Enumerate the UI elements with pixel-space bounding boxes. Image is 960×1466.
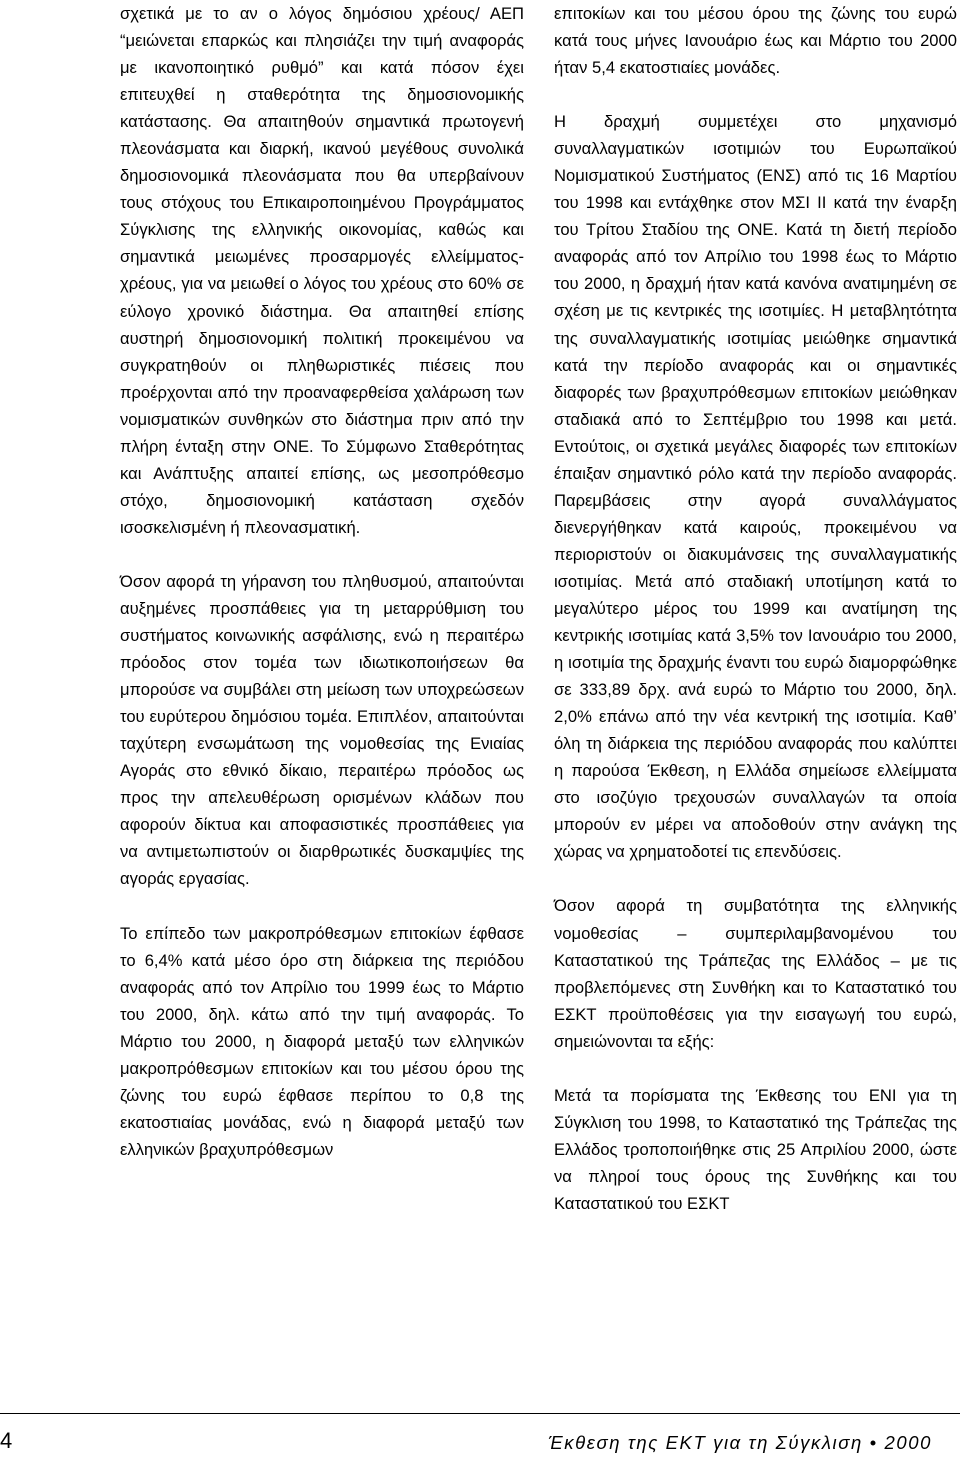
page-number: 4 [0, 1428, 13, 1453]
paragraph-central-bank-statute: Μετά τα πορίσματα της Έκθεσης του ΕΝΙ για τη Σύγκλιση του 1998, το Καταστατικό της Τράπεζας της Ελλάδος τροποποιήθηκε στις 25 Απριλίου 2000, ώστε να πληροί τους όρους της Συνθήκης και του Καταστατικού του ΕΣΚΤ [554, 1085, 957, 1213]
left-column [120, 0, 524, 1163]
paragraph-exchange-rate-mechanism: Η δραχμή συμμετέχει στο μηχανισμό συναλλαγματικών ισοτιμιών του Ευρωπαϊκού Νομισματικού Συστήματος (ΕΝΣ) από τις 16 Μαρτίου του 1998 και εντάχθηκε στον ΜΣΙ ΙΙ κατά την έναρξη του Τρίτου Σταδίου της ΟΝΕ. Κατά τη διετή περίοδο αναφοράς από τον Απρίλιο του 1998 έως το Μάρτιο του 2000, η δραχμή ήταν κατά κανόνα ανατιμημένη σε σχέση με τις κεντρικές της ισοτιμίες. Η μεταβλητότητα της συναλλαγματικής ισοτιμίας μειώθηκε σημαντικά κατά την περίοδο αναφοράς και οι σημαντικές διαφορές των βραχυπρόθεσμων επιτοκίων μειώθηκαν σταδιακά από το Σεπτέμβριο του 1998 και μετά. Εντούτοις, οι σχετικά μεγάλες διαφορές των επιτοκίων έπαιξαν σημαντικό ρόλο κατά την περίοδο αναφοράς. Παρεμβάσεις στην αγορά συναλλάγματος διενεργήθηκαν κατά καιρούς, προκειμένου να περιοριστούν οι διακυμάνσεις της συναλλαγματικής ισοτιμίας. Μετά από σταδιακή υποτίμηση κατά το μεγαλύτερο μέρος του 1999 και ανατίμηση της κεντρικής ισοτιμίας κατά 3,5% τον Ιανουάριο του 2000, η ισοτιμία της δραχμής έναντι του ευρώ διαμορφώθηκε σε 333,89 δρχ. ανά ευρώ το Μάρτιο του 2000, δηλ. 2,0% επάνω από την νέα κεντρική της ισοτιμία. Καθ’ όλη τη διάρκεια της περιόδου αναφοράς που καλύπτει η παρούσα Έκθεση, η Ελλάδα σημείωσε ελλείμματα στο ισοζύγιο τρεχουσών συναλλαγών τα οποία μπορούν εν μέρει να αποδοθούν στην ανάγκη της χώρας να χρηματοδοτεί τις επενδύσεις. [554, 112, 957, 862]
right-column [554, 0, 957, 1217]
paragraph-population-ageing: Όσον αφορά τη γήρανση του πληθυσμού, απαιτούνται αυξημένες προσπάθειες για τη μεταρρύθμιση του συστήματος κοινωνικής ασφάλισης, ενώ η περαιτέρω πρόοδος στον τομέα των ιδιωτικοποιήσεων θα μπορούσε να συμβάλει στη μείωση των υποχρεώσεων του ευρύτερου δημόσιου τομέα. Επιπλέον, απαιτούνται ταχύτερη ενσωμάτωση της νομοθεσίας της Ενιαίας Αγοράς στο εθνικό δίκαιο, περαιτέρω πρόοδος ως προς την απελευθέρωση ορισμένων κλάδων που αφορούν δίκτυα και αποφασιστικές προσπάθειες για να αντιμετωπιστούν οι διαρθρωτικές δυσκαμψίες της αγοράς εργασίας. [120, 571, 524, 889]
running-title: Έκθεση της ΕΚΤ για τη Σύγκλιση • 2000 [548, 1432, 932, 1453]
paragraph-long-term-interest-rates: Το επίπεδο των μακροπρόθεσμων επιτοκίων έφθασε το 6,4% κατά μέσο όρο στη διάρκεια της περιόδου αναφοράς από τον Απρίλιο του 1999 έως το Μάρτιο του 2000, δηλ. κάτω από την τιμή αναφοράς. Το Μάρτιο του 2000, η διαφορά μεταξύ των ελληνικών μακροπρόθεσμων επιτοκίων και του μέσου όρου της ζώνης του ευρώ έφθασε περίπου το 0,8 της εκατοστιαίας μονάδας, ενώ η διαφορά μεταξύ των ελληνικών βραχυπρόθεσμων [120, 923, 524, 1159]
footer-divider [0, 1413, 960, 1414]
paragraph-interest-rate-differential: επιτοκίων και του μέσου όρου της ζώνης του ευρώ κατά τους μήνες Ιανουάριο έως και Μάρτιο του 2000 ήταν 5,4 εκατοστιαίες μονάδες. [554, 4, 957, 78]
paragraph-legislation-compatibility: Όσον αφορά τη συμβατότητα της ελληνικής νομοθεσίας – συμπεριλαμβανομένου του Καταστατικού της Τράπεζας της Ελλάδος – με τις προβλεπόμενες στη Συνθήκη και το Καταστατικό του ΕΣΚΤ προϋποθέσεις για την εισαγωγή του ευρώ, σημειώνονται τα εξής: [554, 896, 957, 1051]
paragraph-fiscal-consolidation: σχετικά με το αν ο λόγος δημόσιου χρέους/ ΑΕΠ “μειώνεται επαρκώς και πλησιάζει την τιμή αναφοράς με ικανοποιητικό ρυθμό” και κατά πόσον έχει επιτευχθεί η σταθερότητα της δημοσιονομικής κατάστασης. Θα απαιτηθούν σημαντικά πρωτογενή πλεονάσματα και διαρκή, ικανού μεγέθους συνολικά δημοσιονομικά πλεονάσματα που θα υπερβαίνουν τους στόχους του Επικαιροποιημένου Προγράμματος Σύγκλισης της ελληνικής οικονομίας, καθώς και σημαντικά μειωμένες προσαρμογές ελλείμματος-χρέους, για να μειωθεί ο λόγος του χρέους στο 60% σε εύλογο χρονικό διάστημα. Θα απαιτηθεί επίσης αυστηρή δημοσιονομική πολιτική προκειμένου να συγκρατηθούν οι πληθωριστικές πιέσεις που προέρχονται από την προαναφερθείσα χαλάρωση των νομισματικών συνθηκών στο διάστημα πριν από την πλήρη ένταξη στην ΟΝΕ. Το Σύμφωνο Σταθερότητας και Ανάπτυξης απαιτεί επίσης, ως μεσοπρόθεσμο στόχο, δημοσιονομική κατάσταση σχεδόν ισοσκελισμένη ή πλεονασματική. [120, 4, 524, 537]
